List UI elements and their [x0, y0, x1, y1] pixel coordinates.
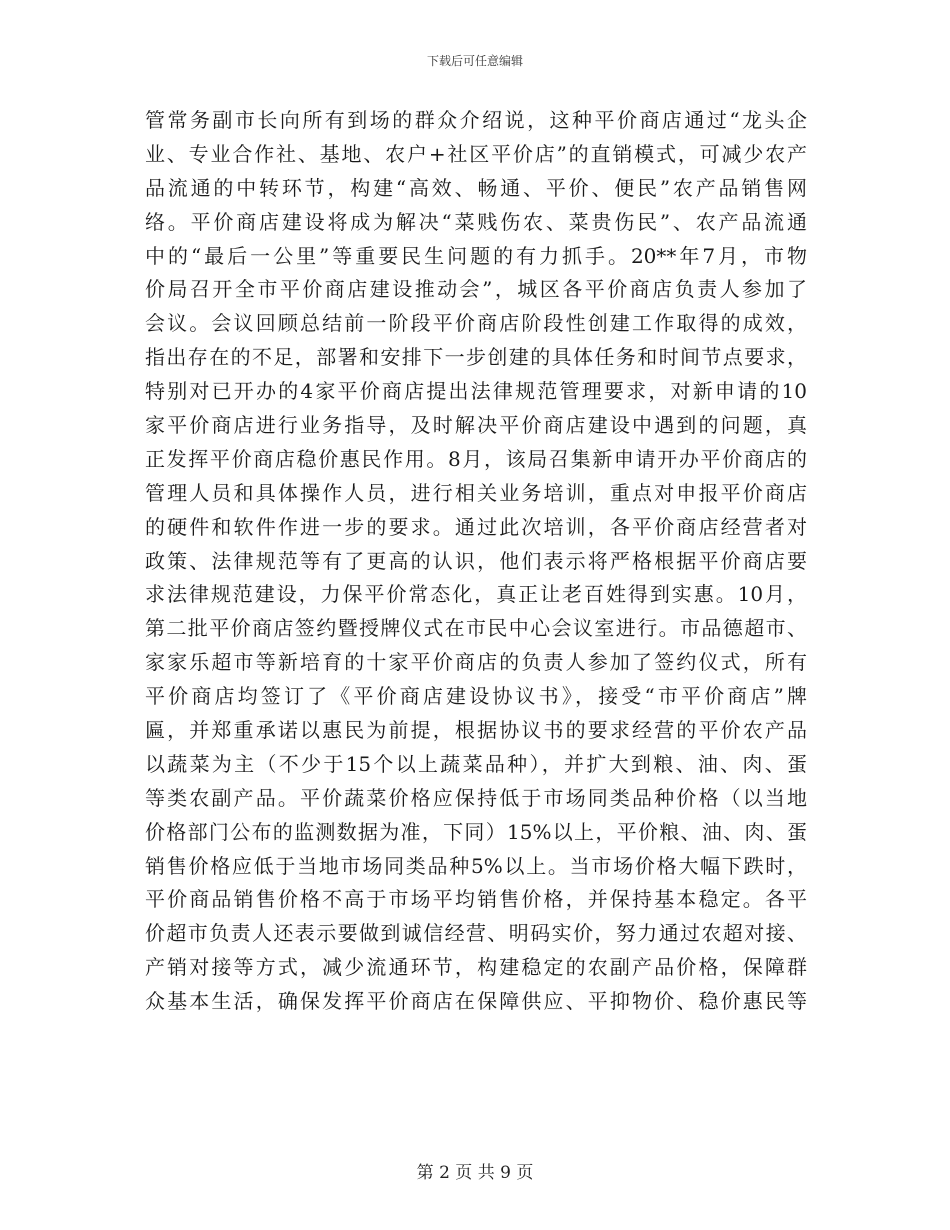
body-line: 价局召开全市平价商店建设推动会”，城区各平价商店负责人参加了	[145, 277, 807, 302]
body-line: 政策、法律规范等有了更高的认识，他们表示将严格根据平价商店要	[145, 548, 807, 573]
page-header-note: 下载后可任意编辑	[426, 54, 523, 68]
body-line: 络。平价商店建设将成为解决“菜贱伤农、菜贵伤民”、农产品流通	[145, 209, 807, 234]
body-line: 品流通的中转环节，构建“高效、畅通、平价、便民”农产品销售网	[145, 175, 807, 200]
body-line: 匾，并郑重承诺以惠民为前提，根据协议书的要求经营的平价农产品	[145, 718, 807, 743]
body-line: 中的“最后一公里”等重要民生问题的有力抓手。20**年7月，市物	[145, 243, 807, 268]
body-line: 价格部门公布的监测数据为准，下同）15%以上，平价粮、油、肉、蛋	[145, 819, 807, 844]
page-number-footer: 第 2 页 共 9 页	[416, 1163, 534, 1183]
body-line: 第二批平价商店签约暨授牌仪式在市民中心会议室进行。市品德超市、	[145, 616, 807, 641]
body-line: 价超市负责人还表示要做到诚信经营、明码实价，努力通过农超对接、	[145, 921, 807, 946]
body-line: 平价商品销售价格不高于市场平均销售价格，并保持基本稳定。各平	[145, 887, 807, 912]
body-line: 家平价商店进行业务指导，及时解决平价商店建设中遇到的问题，真	[145, 413, 807, 438]
body-line: 指出存在的不足，部署和安排下一步创建的具体任务和时间节点要求，	[145, 345, 807, 370]
body-line: 管常务副市长向所有到场的群众介绍说，这种平价商店通过“龙头企	[145, 108, 807, 132]
body-line: 正发挥平价商店稳价惠民作用。8月，该局召集新申请开办平价商店的	[145, 446, 807, 471]
body-line: 会议。会议回顾总结前一阶段平价商店阶段性创建工作取得的成效，	[145, 311, 807, 336]
body-line: 管理人员和具体操作人员，进行相关业务培训，重点对申报平价商店	[145, 480, 807, 505]
body-line: 业、专业合作社、基地、农户+社区平价店”的直销模式，可减少农产	[145, 141, 807, 166]
body-line: 等类农副产品。平价蔬菜价格应保持低于市场同类品种价格（以当地	[145, 785, 807, 810]
body-line: 平价商店均签订了《平价商店建设协议书》，接受“市平价商店”牌	[145, 684, 807, 709]
body-line: 产销对接等方式，减少流通环节，构建稳定的农副产品价格，保障群	[145, 955, 807, 980]
document-body	[145, 104, 807, 1019]
body-line: 求法律规范建设，力保平价常态化，真正让老百姓得到实惠。10月，	[145, 582, 807, 607]
body-line: 以蔬菜为主（不少于15个以上蔬菜品种），并扩大到粮、油、肉、蛋	[145, 751, 807, 776]
body-line: 家家乐超市等新培育的十家平价商店的负责人参加了签约仪式，所有	[145, 650, 807, 675]
body-line: 销售价格应低于当地市场同类品种5%以上。当市场价格大幅下跌时，	[145, 853, 807, 878]
body-line: 众基本生活，确保发挥平价商店在保障供应、平抑物价、稳价惠民等	[145, 989, 807, 1014]
body-line: 特别对已开办的4家平价商店提出法律规范管理要求，对新申请的10	[145, 379, 807, 404]
body-line: 的硬件和软件作进一步的要求。通过此次培训，各平价商店经营者对	[145, 514, 807, 539]
